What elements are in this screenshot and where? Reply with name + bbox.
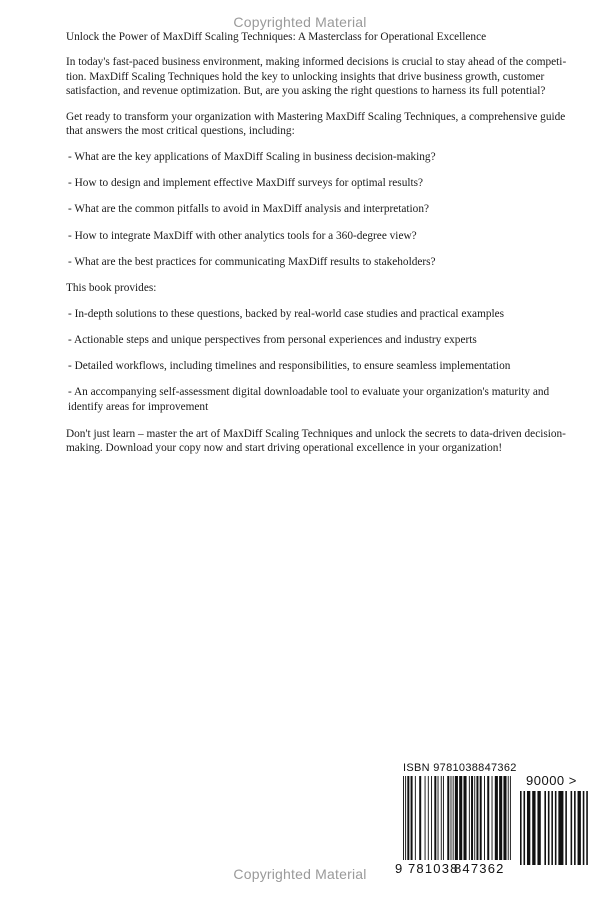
barcode-bar (431, 776, 432, 860)
barcode-bar (434, 776, 436, 860)
barcode-bar (586, 791, 588, 865)
price-code: 90000 > (526, 773, 577, 788)
barcode-bar (443, 776, 444, 860)
barcode-bar (451, 776, 452, 860)
isbn-label: ISBN 9781038847362 (403, 762, 517, 774)
provides-item: - Detailed workflows, including timelines and responsibilities, to ensure seamless implementation (68, 360, 511, 373)
barcode-bar (532, 791, 535, 865)
blurb-closing: Don't just learn – master the art of MaxDiff Scaling Techniques and unlock the secrets to data-driven decision-making. Download your copy now and start driving operational excellence in your organization! (66, 427, 566, 455)
question-item: - What are the common pitfalls to avoid in MaxDiff analysis and interpretation? (68, 203, 429, 216)
barcode-bar (447, 776, 449, 860)
barcode-bar (453, 776, 454, 860)
barcode-bar (459, 776, 462, 860)
barcode-bar (492, 776, 493, 860)
barcode-bar (463, 776, 466, 860)
barcode-bar (419, 776, 421, 860)
provides-item: - Actionable steps and unique perspectives from personal experiences and industry experts (68, 333, 477, 346)
blurb-title: Unlock the Power of MaxDiff Scaling Techniques: A Masterclass for Operational Excellence (66, 31, 487, 43)
isbn-barcode (403, 776, 511, 860)
barcode-bar (527, 791, 530, 865)
barcode-bar (438, 776, 439, 860)
barcode-bar (558, 791, 563, 865)
barcode-bar (555, 791, 557, 865)
question-item: - What are the best practices for communicating MaxDiff results to stakeholders? (68, 255, 436, 268)
barcode-bar (471, 776, 473, 860)
barcode-digit-group-2: 847362 (454, 861, 505, 876)
back-cover-blurb (66, 30, 578, 467)
barcode-bar (405, 776, 406, 860)
barcode-bar (407, 776, 409, 860)
barcode-bar (480, 776, 482, 860)
barcode-bar (428, 776, 429, 860)
barcode-bar (411, 776, 413, 860)
barcode-bar (469, 776, 470, 860)
copyright-watermark-top: Copyrighted Material (233, 14, 367, 30)
barcode-bar (441, 776, 442, 860)
barcode-bar (474, 776, 475, 860)
barcode-bar (487, 776, 489, 860)
barcode-bar (508, 776, 509, 860)
price-barcode (520, 791, 588, 865)
barcode-digit-group-1: 781038 (408, 861, 459, 876)
barcode-bar (425, 776, 426, 860)
provides-heading: This book provides: (66, 282, 157, 295)
barcode-bar (578, 791, 581, 865)
barcode-bar (495, 776, 498, 860)
question-item: - How to integrate MaxDiff with other analytics tools for a 360-degree view? (68, 229, 417, 242)
barcode-bar (551, 791, 553, 865)
copyright-watermark-bottom: Copyrighted Material (233, 866, 367, 882)
provides-item: - In-depth solutions to these questions, backed by real-world case studies and practical examples (68, 307, 505, 320)
barcode-bar (583, 791, 585, 865)
barcode-bar (548, 791, 550, 865)
barcode-bar (503, 776, 506, 860)
barcode-bar (565, 791, 567, 865)
barcode-bar (415, 776, 416, 860)
barcode-bar (523, 791, 525, 865)
barcode-bar (544, 791, 546, 865)
barcode-bar (537, 791, 540, 865)
barcode-digit-lead: 9 (395, 861, 404, 876)
barcode-bar (455, 776, 458, 860)
question-item: - What are the key applications of MaxDiff Scaling in business decision-making? (68, 150, 436, 163)
barcode-bar (520, 791, 522, 865)
barcode-bar (574, 791, 576, 865)
question-item: - How to design and implement effective MaxDiff surveys for optimal results? (68, 177, 424, 190)
provides-item: - An accompanying self-assessment digital downloadable tool to evaluate your organization's maturity and identify areas for improvement (68, 386, 550, 414)
barcode-bar (476, 776, 478, 860)
barcode-bar (510, 776, 511, 860)
barcode-bar (484, 776, 485, 860)
barcode-bar (403, 776, 404, 860)
blurb-lead-in: Get ready to transform your organization with Mastering MaxDiff Scaling Techniques, a comprehensive guide that answers the most critical questions, including: (66, 110, 566, 138)
barcode-bar (499, 776, 502, 860)
barcode-bar (571, 791, 573, 865)
blurb-intro: In today's fast-paced business environment, making informed decisions is crucial to stay ahead of the competi-tion. MaxDiff Scaling Techniques hold the key to unlocking insights that drive business growth, customer satisfaction, and revenue optimization. But, are you asking the right questions to harness its full potential? (66, 55, 567, 98)
